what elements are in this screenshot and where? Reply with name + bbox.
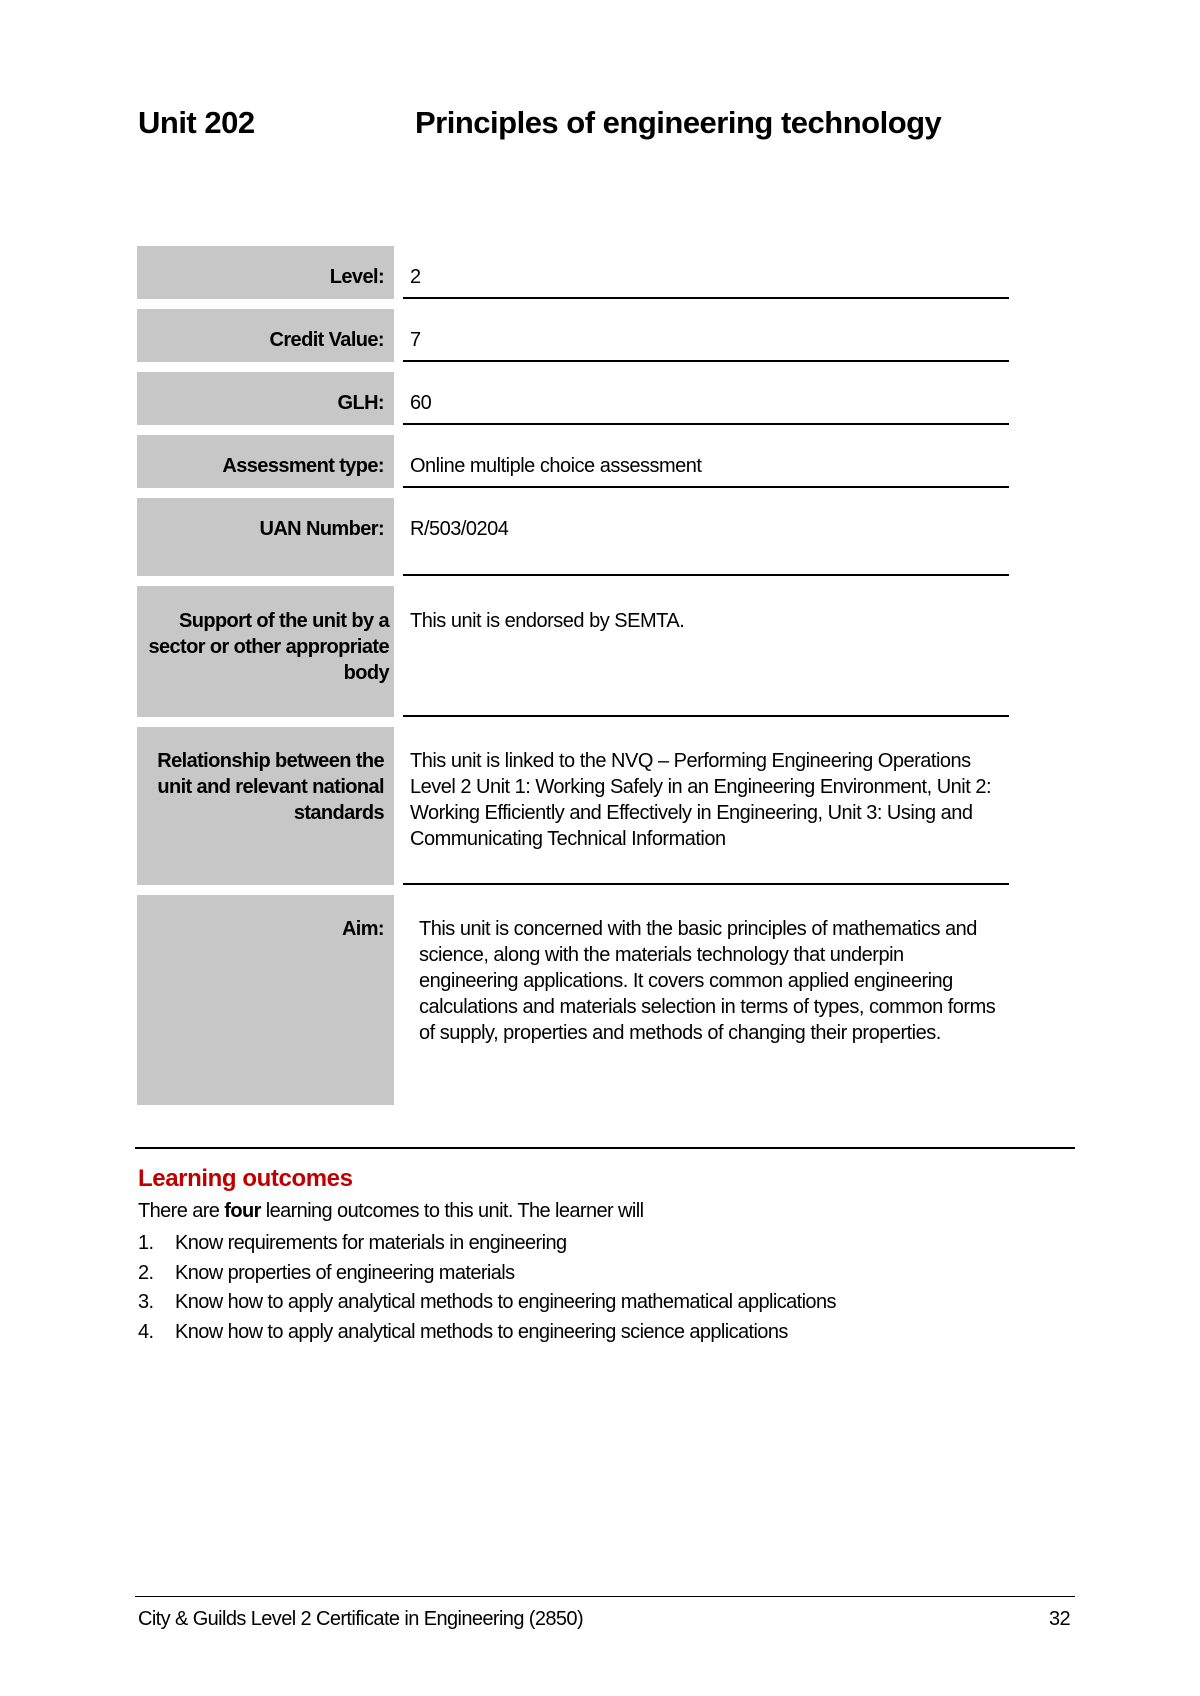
- detail-value: This unit is concerned with the basic principles of mathematics and science, along with the materials technology that underpin engineering applications. It covers common applied engineering calculations and materials selection in terms of types, common forms of supply, properties and methods of changing their properties.: [419, 918, 996, 1044]
- detail-label: Assessment type:: [137, 435, 394, 488]
- list-number: 3.: [138, 1291, 154, 1313]
- details-row-glh: [137, 372, 1009, 425]
- details-row-uan-number: [137, 498, 1009, 576]
- list-number: 4.: [138, 1320, 154, 1343]
- learning-outcomes-list: [138, 1229, 836, 1347]
- detail-value: 60: [403, 372, 1009, 425]
- list-text: Know requirements for materials in engineering: [175, 1232, 567, 1254]
- details-row-level: [137, 246, 1009, 299]
- section-divider: [135, 1147, 1075, 1149]
- unit-details-table: [137, 246, 1009, 1115]
- details-row-credit-value: [137, 309, 1009, 362]
- intro-text: learning outcomes to this unit. The learner will: [260, 1200, 644, 1222]
- detail-label: Credit Value:: [137, 309, 394, 362]
- unit-number: Unit 202: [138, 105, 255, 140]
- list-item: [138, 1229, 836, 1259]
- intro-text: There are: [138, 1200, 225, 1222]
- learning-outcomes-intro: [138, 1200, 643, 1223]
- detail-value: This unit is linked to the NVQ – Performing Engineering Operations Level 2 Unit 1: Working Safely in an Engineering Environment, Unit 2: Working Efficiently and Effectively in Engineering, Unit 3: Using and Communicating Technical Information: [403, 727, 1009, 885]
- unit-title: Principles of engineering technology: [415, 105, 942, 140]
- detail-value: R/503/0204: [403, 498, 1009, 576]
- list-number: 1.: [138, 1232, 154, 1254]
- detail-label: Level:: [137, 246, 394, 299]
- list-text: Know how to apply analytical methods to engineering mathematical applications: [175, 1291, 836, 1313]
- list-item: [138, 1318, 836, 1348]
- list-item: [138, 1288, 836, 1318]
- intro-emphasis: four: [224, 1200, 261, 1222]
- detail-label: Support of the unit by a sector or other appropriate body: [137, 586, 394, 717]
- list-item: [138, 1259, 836, 1289]
- details-row-assessment-type: [137, 435, 1009, 488]
- details-row-aim: [137, 895, 1009, 1105]
- detail-value: This unit is endorsed by SEMTA.: [403, 586, 1009, 717]
- detail-value: 7: [403, 309, 1009, 362]
- detail-value: 2: [403, 246, 1009, 299]
- list-text: Know how to apply analytical methods to engineering science applications: [175, 1320, 788, 1343]
- footer-divider: [135, 1596, 1075, 1597]
- detail-label: GLH:: [137, 372, 394, 425]
- detail-label: Relationship between the unit and relevant national standards: [137, 727, 394, 885]
- detail-label: Aim:: [137, 895, 394, 1105]
- details-row-support: [137, 586, 1009, 717]
- detail-value: Online multiple choice assessment: [403, 435, 1009, 488]
- detail-label: UAN Number:: [137, 498, 394, 576]
- details-row-relationship: [137, 727, 1009, 885]
- list-number: 2.: [138, 1261, 154, 1284]
- learning-outcomes-heading: Learning outcomes: [138, 1165, 353, 1192]
- page-number: 32: [1048, 1608, 1070, 1630]
- footer-title: City & Guilds Level 2 Certificate in Engineering (2850): [138, 1608, 584, 1630]
- list-text: Know properties of engineering materials: [175, 1261, 515, 1284]
